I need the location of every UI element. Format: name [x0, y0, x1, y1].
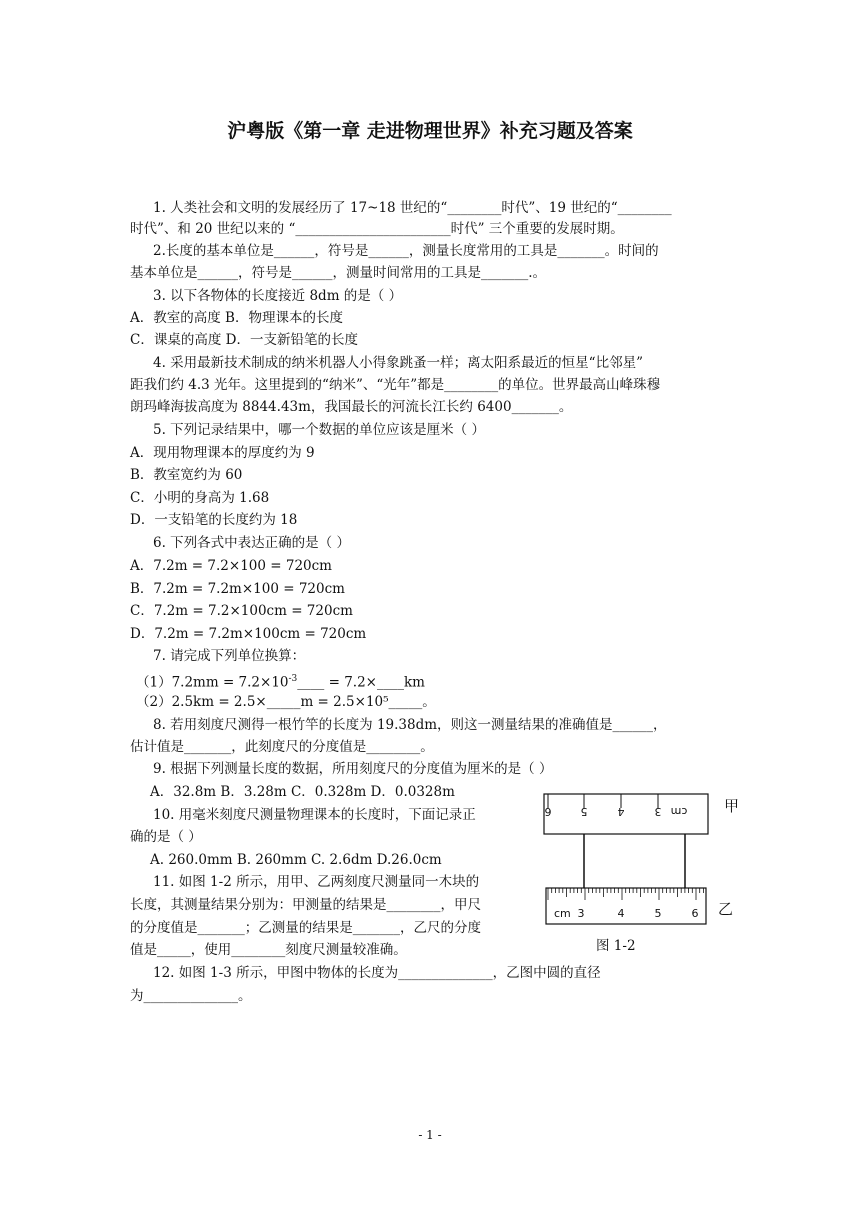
q9-stem: 9. 根据下列测量长度的数据，所用刻度尺的分度值为厘米的是（ ） [153, 761, 553, 777]
page-number: - 1 - [418, 1128, 442, 1142]
label-jia: 甲 [724, 797, 740, 815]
q11-line-3: 的分度值是_______；乙测量的结果是_______，乙尺的分度 [130, 920, 481, 936]
q12-line-2: 为______________。 [130, 988, 252, 1004]
q2-line-1: 2.长度的基本单位是______，符号是______，测量长度常用的工具是_______。时间的 [153, 243, 659, 259]
q9-options: A．32.8m B．3.28m C．0.328m D．0.0328m [150, 784, 455, 800]
q5-option-b: B．教室宽约为 60 [130, 467, 243, 483]
q8-line-1: 8. 若用刻度尺测得一根竹竿的长度为 19.38dm，则这一测量结果的准确值是______， [153, 717, 667, 733]
rulers-diagram [538, 786, 748, 936]
ruler-bottom-label-3: 3 [577, 907, 585, 920]
q5-stem: 5. 下列记录结果中，哪一个数据的单位应该是厘米（ ） [153, 422, 485, 438]
figure-caption: 图 1-2 [596, 938, 636, 954]
q4-line-1: 4. 采用最新技术制成的纳米机器人小得象跳蚤一样；离太阳系最近的恒星“比邻星” [153, 355, 643, 371]
ruler-top-label-4: 4 [617, 805, 625, 818]
q3-options-cd: C．课桌的高度 D．一支新铅笔的长度 [130, 332, 358, 348]
q1-line-2: 时代”、和 20 世纪以来的 “_______________________时代” 三个重要的发展时期。 [130, 221, 624, 237]
q6-option-c: C．7.2m = 7.2×100cm = 720cm [130, 603, 353, 619]
q8-line-2: 估计值是_______，此刻度尺的分度值是________。 [130, 739, 434, 755]
q10-line-2: 确的是（ ） [130, 829, 202, 845]
q6-option-b: B．7.2m = 7.2m×100 = 720cm [130, 581, 345, 597]
q1-line-1: 1. 人类社会和文明的发展经历了 17~18 世纪的“________时代”、19 世纪的“________ [153, 200, 672, 216]
q6-stem: 6. 下列各式中表达正确的是（ ） [153, 535, 350, 551]
q10-options: A. 260.0mm B. 260mm C. 2.6dm D.26.0cm [150, 852, 442, 868]
ruler-bottom-label-4: 4 [617, 907, 625, 920]
q4-line-2: 距我们约 4.3 光年。这里提到的“纳米”、“光年”都是________的单位。世界最高山峰珠穆 [130, 377, 661, 393]
ruler-top-label-3: 3 [654, 805, 662, 818]
q11-line-2: 长度，其测量结果分别为：甲测量的结果是________，甲尺 [130, 897, 481, 913]
q3-stem: 3. 以下各物体的长度接近 8dm 的是（ ） [153, 288, 403, 304]
ruler-bottom-label-5: 5 [654, 907, 662, 920]
ruler-top-label-5: 5 [580, 805, 588, 818]
q5-option-a: A．现用物理课本的厚度约为 9 [130, 445, 315, 461]
q7-part-2: （2）2.5km = 2.5×_____m = 2.5×10⁵_____。 [136, 694, 436, 710]
q3-options-ab: A．教室的高度 B．物理课本的长度 [130, 310, 343, 326]
q5-option-c: C．小明的身高为 1.68 [130, 490, 270, 506]
figure-1-2 [538, 786, 748, 956]
q12-line-1: 12. 如图 1-3 所示，甲图中物体的长度为______________，乙图中圆的直径 [153, 965, 601, 981]
q4-line-3: 朗玛峰海拔高度为 8844.43m，我国最长的河流长江长约 6400_______。 [130, 399, 573, 415]
ruler-bottom-label-6: 6 [691, 907, 699, 920]
q11-line-4: 值是_____，使用________刻度尺测量较准确。 [130, 942, 407, 958]
q6-option-a: A．7.2m = 7.2×100 = 720cm [130, 558, 332, 574]
q7-stem: 7. 请完成下列单位换算： [153, 648, 306, 664]
ruler-top-label-cm: cm [670, 805, 688, 818]
q7-part-1: $(1)7.2mm = 7.2\times 10^{-3}\_\_\_\_$ = 7.2×____km [136, 674, 425, 691]
label-yi: 乙 [718, 900, 734, 918]
q11-line-1: 11. 如图 1-2 所示，用甲、乙两刻度尺测量同一木块的 [153, 874, 480, 890]
q10-line-1: 10. 用毫米刻度尺测量物理课本的长度时，下面记录正 [153, 807, 476, 823]
ruler-top-label-6: 6 [544, 805, 552, 818]
q6-option-d: D．7.2m = 7.2m×100cm = 720cm [130, 626, 367, 642]
ruler-bottom-label-cm: cm [554, 907, 571, 920]
q5-option-d: D．一支铅笔的长度约为 18 [130, 512, 298, 528]
page-title: 沪粤版《第一章 走进物理世界》补充习题及答案 [227, 120, 633, 142]
q2-line-2: 基本单位是______，符号是______，测量时间常用的工具是_______.。 [130, 265, 547, 281]
